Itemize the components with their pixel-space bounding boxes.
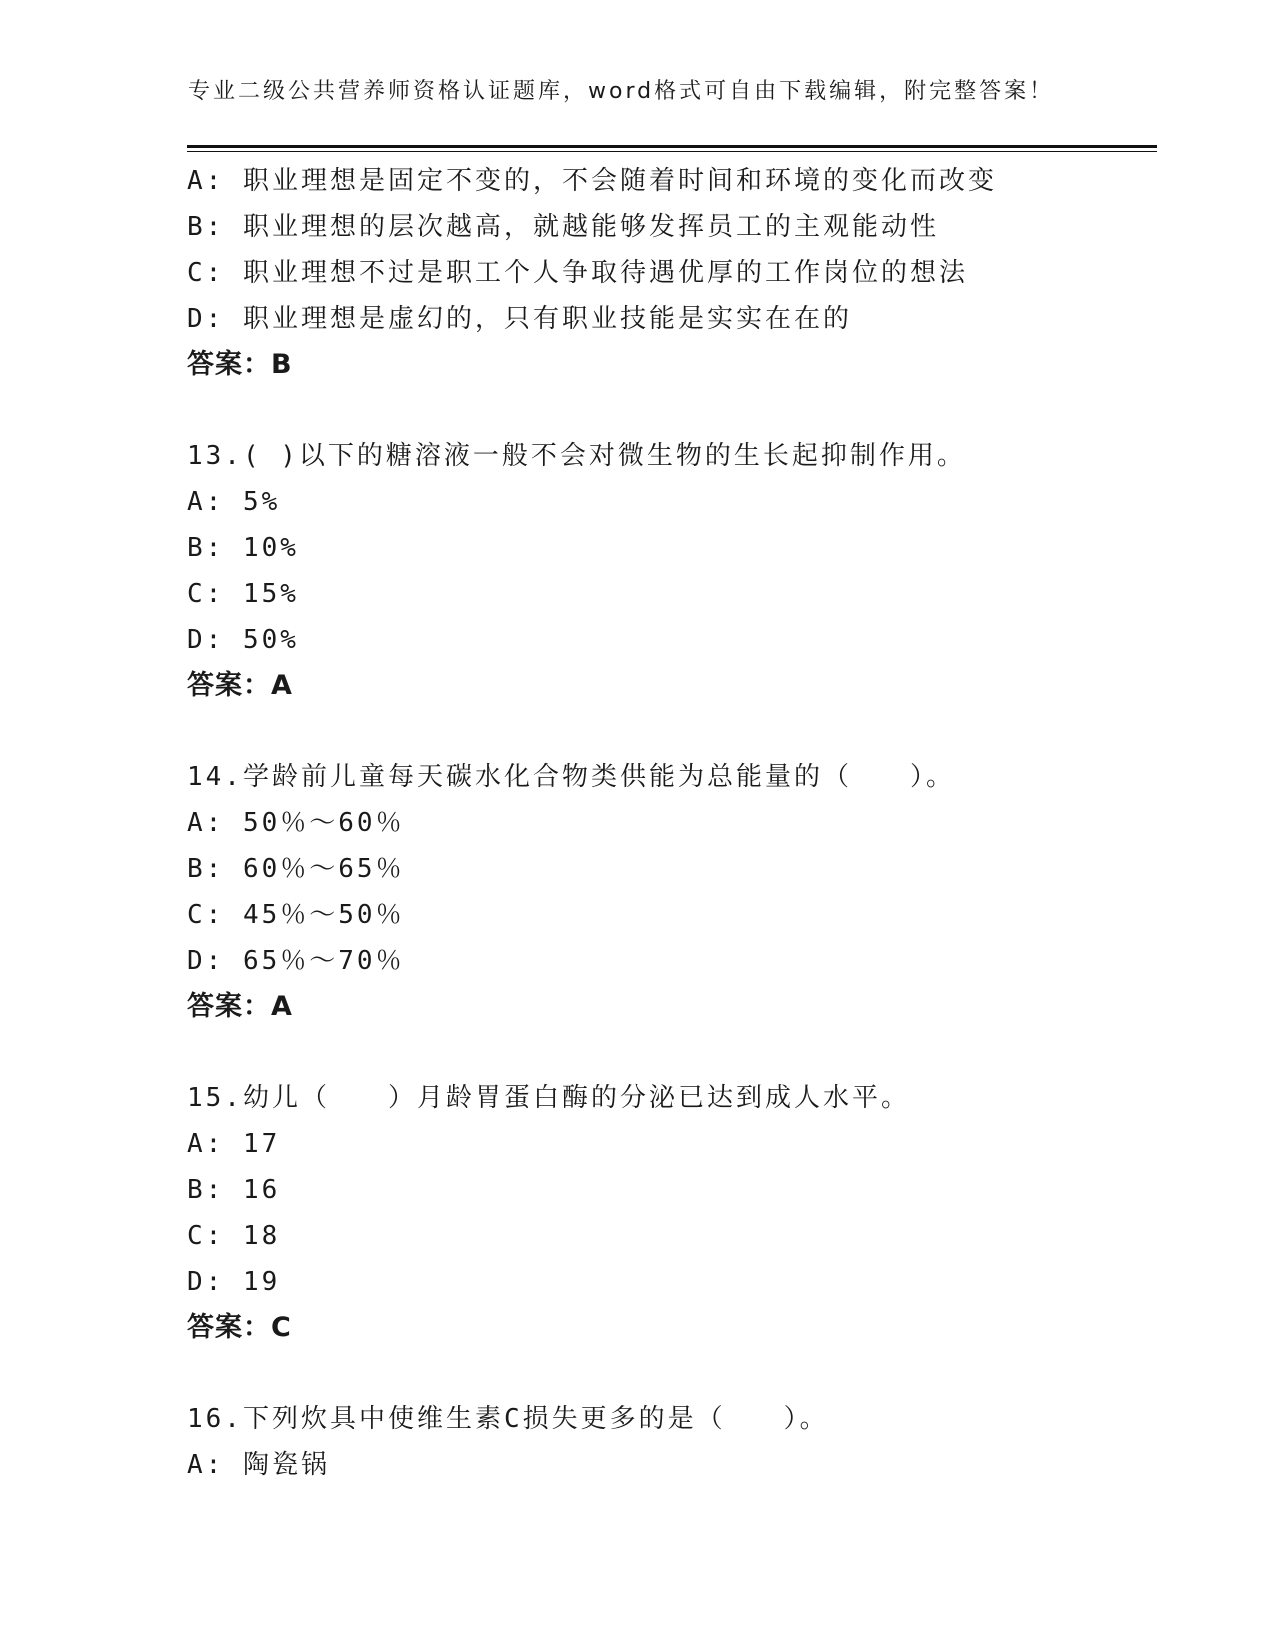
- option-d: D: 50%: [187, 625, 299, 655]
- header-rule-thick: [187, 145, 1157, 148]
- question-12: [187, 158, 1157, 388]
- option-d: D: 职业理想是虚幻的，只有职业技能是实实在在的: [187, 304, 852, 334]
- option-c: C: 15%: [187, 579, 299, 609]
- answer: 答案：A: [187, 670, 293, 701]
- option-d: D: 65％～70％: [187, 946, 405, 976]
- option-c: C: 18: [187, 1221, 281, 1251]
- header-rule-thin: [187, 151, 1157, 152]
- option-a: A: 职业理想是固定不变的，不会随着时间和环境的变化而改变: [187, 166, 997, 196]
- option-b: B: 16: [187, 1175, 281, 1205]
- option-b: B: 10%: [187, 533, 299, 563]
- question-text: 16.下列炊具中使维生素C损失更多的是（ ）。: [187, 1404, 829, 1434]
- option-b: B: 60％～65％: [187, 854, 405, 884]
- option-c: C: 职业理想不过是职工个人争取待遇优厚的工作岗位的想法: [187, 258, 968, 288]
- question-14: [187, 754, 1157, 1030]
- page-header: 专业二级公共营养师资格认证题库，word格式可自由下载编辑，附完整答案！: [188, 79, 1055, 104]
- option-c: C: 45％～50％: [187, 900, 405, 930]
- spacer: [187, 709, 1157, 754]
- option-b: B: 职业理想的层次越高，就越能够发挥员工的主观能动性: [187, 212, 939, 242]
- question-15: [187, 1075, 1157, 1351]
- option-d: D: 19: [187, 1267, 281, 1297]
- question-16: [187, 1396, 1157, 1488]
- answer: 答案：B: [187, 349, 293, 380]
- question-list: [187, 158, 1157, 1488]
- spacer: [187, 388, 1157, 433]
- question-13: [187, 433, 1157, 709]
- option-a: A: 17: [187, 1129, 281, 1159]
- option-a: A: 50％～60％: [187, 808, 405, 838]
- question-text: 15.幼儿（ ）月龄胃蛋白酶的分泌已达到成人水平。: [187, 1083, 910, 1113]
- spacer: [187, 1351, 1157, 1396]
- question-text: 13.( )以下的糖溶液一般不会对微生物的生长起抑制作用。: [187, 441, 966, 471]
- answer: 答案：C: [187, 1312, 292, 1343]
- answer: 答案：A: [187, 991, 293, 1022]
- spacer: [187, 1030, 1157, 1075]
- option-a: A: 5%: [187, 487, 281, 517]
- option-a: A: 陶瓷锅: [187, 1450, 330, 1480]
- question-text: 14.学龄前儿童每天碳水化合物类供能为总能量的（ ）。: [187, 762, 955, 792]
